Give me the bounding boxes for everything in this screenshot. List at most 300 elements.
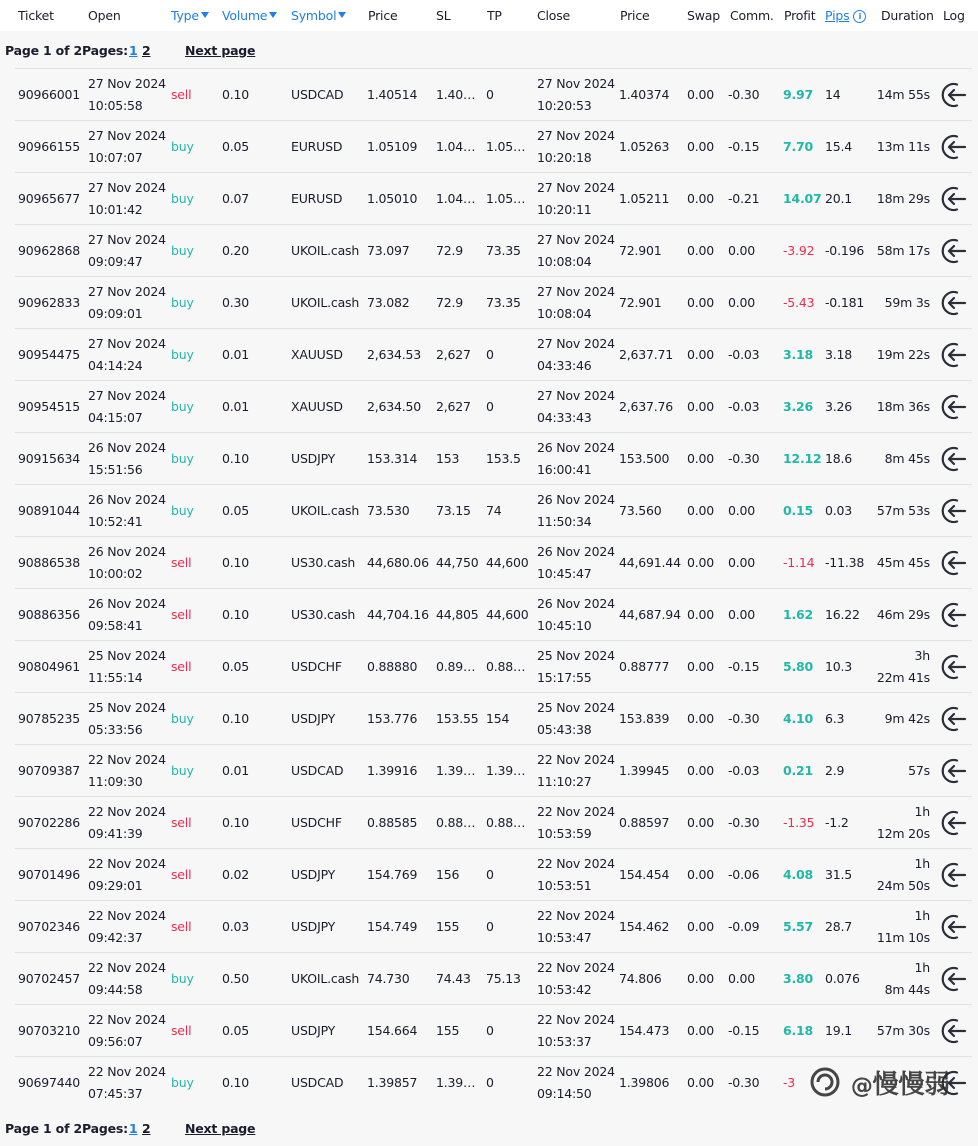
ticket: 90966155 (18, 139, 81, 154)
sort-down-icon (338, 12, 346, 18)
stop-loss: 1.40… (436, 87, 476, 102)
open-price: 73.097 (367, 243, 410, 258)
profit: 5.57 (783, 919, 814, 934)
symbol: USDJPY (291, 711, 336, 726)
open-time: 04:14:24 (88, 358, 143, 373)
commission: -0.21 (728, 191, 760, 206)
ticket: 90886538 (18, 555, 81, 570)
col-pips-link[interactable] (825, 8, 866, 23)
profit: 3.80 (783, 971, 814, 986)
col-close-price: Price (620, 8, 650, 23)
symbol: USDJPY (291, 1023, 336, 1038)
open-price: 2,634.53 (367, 347, 422, 362)
stop-loss: 153 (436, 451, 460, 466)
table-row[interactable] (15, 120, 972, 172)
page-1-link[interactable]: 1 (129, 1121, 138, 1136)
profit: -1.14 (783, 555, 815, 570)
take-profit: 153.5 (486, 451, 521, 466)
commission: -0.03 (728, 763, 760, 778)
symbol: USDCAD (291, 763, 344, 778)
volume: 0.10 (222, 451, 250, 466)
open-price: 154.664 (367, 1023, 418, 1038)
duration: 1h (914, 856, 930, 871)
commission: -0.06 (728, 867, 760, 882)
open-time: 07:45:37 (88, 1086, 143, 1101)
col-profit: Profit (784, 8, 816, 23)
swap: 0.00 (687, 295, 715, 310)
table-row[interactable] (15, 328, 972, 380)
close-price: 2,637.71 (619, 347, 674, 362)
col-log: Log (943, 8, 965, 23)
open-price: 44,704.16 (367, 607, 429, 622)
ticket: 90891044 (18, 503, 81, 518)
duration: 9m 42s (884, 711, 930, 726)
open-time: 04:15:07 (88, 410, 143, 425)
open-price: 0.88880 (367, 659, 418, 674)
open-price: 1.39857 (367, 1075, 418, 1090)
trade-type: buy (171, 191, 194, 206)
sort-down-icon (269, 12, 277, 18)
close-time: 10:53:42 (537, 982, 592, 997)
watermark: @慢慢弱 (808, 1064, 973, 1104)
trade-log-icon[interactable] (940, 809, 968, 837)
close-date: 27 Nov 2024 (537, 128, 615, 143)
ticket: 90697440 (18, 1075, 81, 1090)
pips: 18.6 (825, 451, 853, 466)
trade-log-icon[interactable] (940, 341, 968, 369)
open-date: 22 Nov 2024 (88, 804, 166, 819)
table-row[interactable] (15, 848, 972, 900)
open-time: 11:55:14 (88, 670, 143, 685)
duration-cont: 8m 44s (884, 982, 930, 997)
ticket: 90962833 (18, 295, 81, 310)
open-price: 1.40514 (367, 87, 418, 102)
close-price: 1.39945 (619, 763, 670, 778)
pips: 16.22 (825, 607, 860, 622)
table-row[interactable] (15, 224, 972, 276)
trade-log-icon[interactable] (940, 1017, 968, 1045)
symbol: UKOIL.cash (291, 243, 360, 258)
close-price: 1.05211 (619, 191, 670, 206)
trade-log-icon[interactable] (940, 601, 968, 629)
swap: 0.00 (687, 347, 715, 362)
commission: -0.09 (728, 919, 760, 934)
stop-loss: 0.89… (436, 659, 476, 674)
symbol: US30.cash (291, 555, 356, 570)
swap: 0.00 (687, 815, 715, 830)
take-profit: 73.35 (486, 295, 521, 310)
take-profit: 0 (486, 867, 494, 882)
symbol: USDJPY (291, 451, 336, 466)
col-close: Close (537, 8, 571, 23)
ticket: 90915634 (18, 451, 81, 466)
close-price: 2,637.76 (619, 399, 674, 414)
open-price: 73.530 (367, 503, 410, 518)
table-row[interactable] (15, 536, 972, 588)
commission: -0.30 (728, 711, 760, 726)
duration: 57s (908, 763, 930, 778)
swap: 0.00 (687, 87, 715, 102)
open-date: 22 Nov 2024 (88, 960, 166, 975)
open-time: 09:41:39 (88, 826, 143, 841)
trade-type: sell (171, 815, 192, 830)
table-row[interactable] (15, 952, 972, 1004)
volume: 0.01 (222, 347, 250, 362)
close-time: 16:00:41 (537, 462, 592, 477)
take-profit: 0 (486, 1075, 494, 1090)
open-date: 26 Nov 2024 (88, 596, 166, 611)
volume: 0.01 (222, 399, 250, 414)
stop-loss: 2,627 (436, 347, 471, 362)
duration: 19m 22s (876, 347, 930, 362)
symbol: USDCHF (291, 815, 342, 830)
profit: 9.97 (783, 87, 814, 102)
stop-loss: 72.9 (436, 243, 464, 258)
symbol: USDCAD (291, 87, 344, 102)
table-row[interactable] (15, 588, 972, 640)
open-time: 09:09:01 (88, 306, 143, 321)
close-date: 22 Nov 2024 (537, 752, 615, 767)
open-date: 26 Nov 2024 (88, 440, 166, 455)
swap: 0.00 (687, 971, 715, 986)
close-date: 22 Nov 2024 (537, 856, 615, 871)
close-time: 04:33:43 (537, 410, 592, 425)
take-profit: 0 (486, 919, 494, 934)
trade-log-icon[interactable] (940, 81, 968, 109)
volume: 0.10 (222, 555, 250, 570)
ticket: 90702457 (18, 971, 81, 986)
take-profit: 73.35 (486, 243, 521, 258)
close-price: 1.40374 (619, 87, 670, 102)
swap: 0.00 (687, 763, 715, 778)
symbol: USDJPY (291, 919, 336, 934)
table-row[interactable] (15, 640, 972, 692)
trade-log-icon[interactable] (940, 913, 968, 941)
volume: 0.10 (222, 815, 250, 830)
close-price: 154.454 (619, 867, 670, 882)
close-time: 10:53:51 (537, 878, 592, 893)
duration: 18m 36s (876, 399, 930, 414)
trade-log-icon[interactable] (940, 237, 968, 265)
trade-log-icon[interactable] (940, 133, 968, 161)
commission: -0.15 (728, 139, 760, 154)
take-profit: 74 (486, 503, 502, 518)
commission: 0.00 (728, 503, 756, 518)
volume: 0.07 (222, 191, 250, 206)
open-time: 09:56:07 (88, 1034, 143, 1049)
table-row[interactable] (15, 692, 972, 744)
open-date: 26 Nov 2024 (88, 492, 166, 507)
table-row[interactable] (15, 1004, 972, 1056)
close-time: 10:08:04 (537, 254, 592, 269)
volume: 0.50 (222, 971, 250, 986)
pips: -0.181 (825, 295, 865, 310)
stop-loss: 73.15 (436, 503, 471, 518)
profit: 1.62 (783, 607, 814, 622)
table-row[interactable] (15, 900, 972, 952)
open-date: 27 Nov 2024 (88, 128, 166, 143)
ticket: 90785235 (18, 711, 81, 726)
next-page-link[interactable]: Next page (185, 43, 256, 58)
trade-log-icon[interactable] (940, 705, 968, 733)
col-swap: Swap (687, 8, 720, 23)
next-page-link[interactable]: Next page (185, 1121, 256, 1136)
open-date: 22 Nov 2024 (88, 856, 166, 871)
trade-log-icon[interactable] (940, 497, 968, 525)
trade-log-icon[interactable] (940, 965, 968, 993)
volume: 0.10 (222, 1075, 250, 1090)
col-volume-sort[interactable] (222, 8, 277, 23)
trade-type: buy (171, 243, 194, 258)
close-price: 1.05263 (619, 139, 670, 154)
close-date: 22 Nov 2024 (537, 804, 615, 819)
volume: 0.05 (222, 659, 250, 674)
ticket: 90962868 (18, 243, 81, 258)
swap: 0.00 (687, 139, 715, 154)
duration: 13m 11s (876, 139, 930, 154)
trade-type: buy (171, 399, 194, 414)
close-time: 10:53:59 (537, 826, 592, 841)
stop-loss: 0.88… (436, 815, 476, 830)
stop-loss: 74.43 (436, 971, 471, 986)
pips: 28.7 (825, 919, 853, 934)
stop-loss: 72.9 (436, 295, 464, 310)
swap: 0.00 (687, 555, 715, 570)
commission: 0.00 (728, 971, 756, 986)
profit: -1.35 (783, 815, 815, 830)
stop-loss: 44,750 (436, 555, 479, 570)
close-date: 26 Nov 2024 (537, 492, 615, 507)
open-time: 10:07:07 (88, 150, 143, 165)
pips: -1.2 (825, 815, 849, 830)
trade-log-icon[interactable] (940, 185, 968, 213)
close-time: 05:43:38 (537, 722, 592, 737)
trade-type: sell (171, 867, 192, 882)
symbol: UKOIL.cash (291, 971, 360, 986)
pips: 14 (825, 87, 841, 102)
open-time: 10:05:58 (88, 98, 143, 113)
volume: 0.10 (222, 607, 250, 622)
profit: 5.80 (783, 659, 814, 674)
ticket: 90703210 (18, 1023, 81, 1038)
close-price: 72.901 (619, 295, 662, 310)
ticket: 90701496 (18, 867, 81, 882)
duration-cont: 11m 10s (876, 930, 930, 945)
open-price: 1.05010 (367, 191, 418, 206)
pips: -0.196 (825, 243, 865, 258)
table-header (0, 0, 978, 31)
stop-loss: 153.55 (436, 711, 479, 726)
trade-type: sell (171, 659, 192, 674)
open-price: 153.314 (367, 451, 418, 466)
close-time: 10:20:53 (537, 98, 592, 113)
page-1-link[interactable]: 1 (129, 43, 138, 58)
close-time: 09:14:50 (537, 1086, 592, 1101)
duration: 14m 55s (876, 87, 930, 102)
profit: 0.15 (783, 503, 814, 518)
take-profit: 44,600 (486, 555, 529, 570)
swap: 0.00 (687, 243, 715, 258)
stop-loss: 1.39… (436, 1075, 476, 1090)
page-2-link[interactable]: 2 (142, 43, 151, 58)
swap: 0.00 (687, 399, 715, 414)
table-row[interactable] (15, 432, 972, 484)
take-profit: 0 (486, 399, 494, 414)
open-date: 27 Nov 2024 (88, 232, 166, 247)
pages-label: Pages: (82, 43, 128, 58)
table-row[interactable] (15, 172, 972, 224)
close-time: 10:20:18 (537, 150, 592, 165)
profit: -5.43 (783, 295, 815, 310)
trade-log-icon[interactable] (940, 445, 968, 473)
table-row[interactable] (15, 68, 972, 120)
close-time: 10:53:37 (537, 1034, 592, 1049)
info-icon[interactable]: i (853, 10, 866, 23)
duration: 59m 3s (884, 295, 930, 310)
trade-log-icon[interactable] (940, 653, 968, 681)
symbol: USDCHF (291, 659, 342, 674)
open-date: 22 Nov 2024 (88, 1012, 166, 1027)
open-date: 27 Nov 2024 (88, 284, 166, 299)
profit: 3.18 (783, 347, 814, 362)
profit: 14.07 (783, 191, 822, 206)
open-price: 44,680.06 (367, 555, 429, 570)
close-time: 10:20:11 (537, 202, 592, 217)
commission: -0.30 (728, 451, 760, 466)
duration-cont: 22m 41s (876, 670, 930, 685)
page-2-link[interactable]: 2 (142, 1121, 151, 1136)
pips: 19.1 (825, 1023, 853, 1038)
pagination-bottom (0, 1110, 978, 1146)
page-indicator: Page 1 of 2 (5, 1121, 82, 1136)
col-type-sort[interactable] (171, 8, 209, 23)
trade-log-icon[interactable] (940, 393, 968, 421)
close-price: 154.473 (619, 1023, 670, 1038)
open-date: 27 Nov 2024 (88, 76, 166, 91)
trade-log-icon[interactable] (940, 549, 968, 577)
open-date: 22 Nov 2024 (88, 908, 166, 923)
open-price: 154.769 (367, 867, 418, 882)
open-price: 0.88585 (367, 815, 418, 830)
trade-type: sell (171, 87, 192, 102)
stop-loss: 1.04… (436, 139, 476, 154)
table-row[interactable] (15, 380, 972, 432)
open-price: 1.39916 (367, 763, 418, 778)
close-price: 0.88597 (619, 815, 670, 830)
open-date: 25 Nov 2024 (88, 648, 166, 663)
pips: 31.5 (825, 867, 853, 882)
duration-cont: 12m 20s (876, 826, 930, 841)
duration: 1h (914, 960, 930, 975)
open-time: 05:33:56 (88, 722, 143, 737)
trade-log-icon[interactable] (940, 289, 968, 317)
open-time: 09:44:58 (88, 982, 143, 997)
pagination-top (0, 32, 978, 68)
swap: 0.00 (687, 867, 715, 882)
close-date: 25 Nov 2024 (537, 648, 615, 663)
ticket: 90804961 (18, 659, 81, 674)
symbol: USDJPY (291, 867, 336, 882)
open-price: 2,634.50 (367, 399, 422, 414)
open-time: 15:51:56 (88, 462, 143, 477)
close-date: 27 Nov 2024 (537, 180, 615, 195)
stop-loss: 1.39… (436, 763, 476, 778)
close-price: 153.839 (619, 711, 670, 726)
symbol: UKOIL.cash (291, 295, 360, 310)
open-date: 22 Nov 2024 (88, 752, 166, 767)
volume: 0.05 (222, 1023, 250, 1038)
trade-type: sell (171, 555, 192, 570)
swap: 0.00 (687, 191, 715, 206)
open-date: 26 Nov 2024 (88, 544, 166, 559)
trade-type: buy (171, 503, 194, 518)
close-price: 154.462 (619, 919, 670, 934)
volume: 0.20 (222, 243, 250, 258)
take-profit: 154 (486, 711, 510, 726)
close-date: 27 Nov 2024 (537, 284, 615, 299)
open-price: 1.05109 (367, 139, 418, 154)
swap: 0.00 (687, 607, 715, 622)
close-date: 27 Nov 2024 (537, 232, 615, 247)
close-price: 73.560 (619, 503, 662, 518)
pips: 15.4 (825, 139, 853, 154)
sort-down-icon (201, 12, 209, 18)
close-date: 27 Nov 2024 (537, 76, 615, 91)
col-type-label: Type (171, 8, 199, 23)
page-indicator: Page 1 of 2 (5, 43, 82, 58)
col-tp: TP (487, 8, 502, 23)
volume: 0.10 (222, 87, 250, 102)
open-time: 09:58:41 (88, 618, 143, 633)
duration: 45m 45s (876, 555, 930, 570)
table-row[interactable] (15, 484, 972, 536)
profit: 12.12 (783, 451, 822, 466)
duration: 58m 17s (876, 243, 930, 258)
col-symbol-sort[interactable] (291, 8, 346, 23)
close-time: 10:45:47 (537, 566, 592, 581)
col-duration: Duration (881, 8, 934, 23)
close-date: 25 Nov 2024 (537, 700, 615, 715)
open-date: 27 Nov 2024 (88, 336, 166, 351)
symbol: US30.cash (291, 607, 356, 622)
pips: 6.3 (825, 711, 845, 726)
ticket: 90709387 (18, 763, 81, 778)
profit: 0.21 (783, 763, 814, 778)
duration: 57m 53s (876, 503, 930, 518)
open-date: 25 Nov 2024 (88, 700, 166, 715)
table-row[interactable] (15, 276, 972, 328)
commission: 0.00 (728, 607, 756, 622)
col-volume-label: Volume (222, 8, 268, 23)
trade-log-icon[interactable] (940, 861, 968, 889)
symbol: XAUUSD (291, 399, 343, 414)
table-row[interactable] (15, 796, 972, 848)
ticket: 90886356 (18, 607, 81, 622)
take-profit: 1.05… (486, 191, 526, 206)
close-date: 22 Nov 2024 (537, 1012, 615, 1027)
swap: 0.00 (687, 711, 715, 726)
commission: -0.30 (728, 815, 760, 830)
trade-log-icon[interactable] (940, 757, 968, 785)
pips: 3.26 (825, 399, 853, 414)
close-date: 22 Nov 2024 (537, 1064, 615, 1079)
profit: -3 (783, 1075, 796, 1090)
close-date: 26 Nov 2024 (537, 440, 615, 455)
col-sl: SL (436, 8, 451, 23)
table-row[interactable] (15, 744, 972, 796)
take-profit: 0.88… (486, 815, 526, 830)
col-pips-label: Pips (825, 8, 850, 23)
